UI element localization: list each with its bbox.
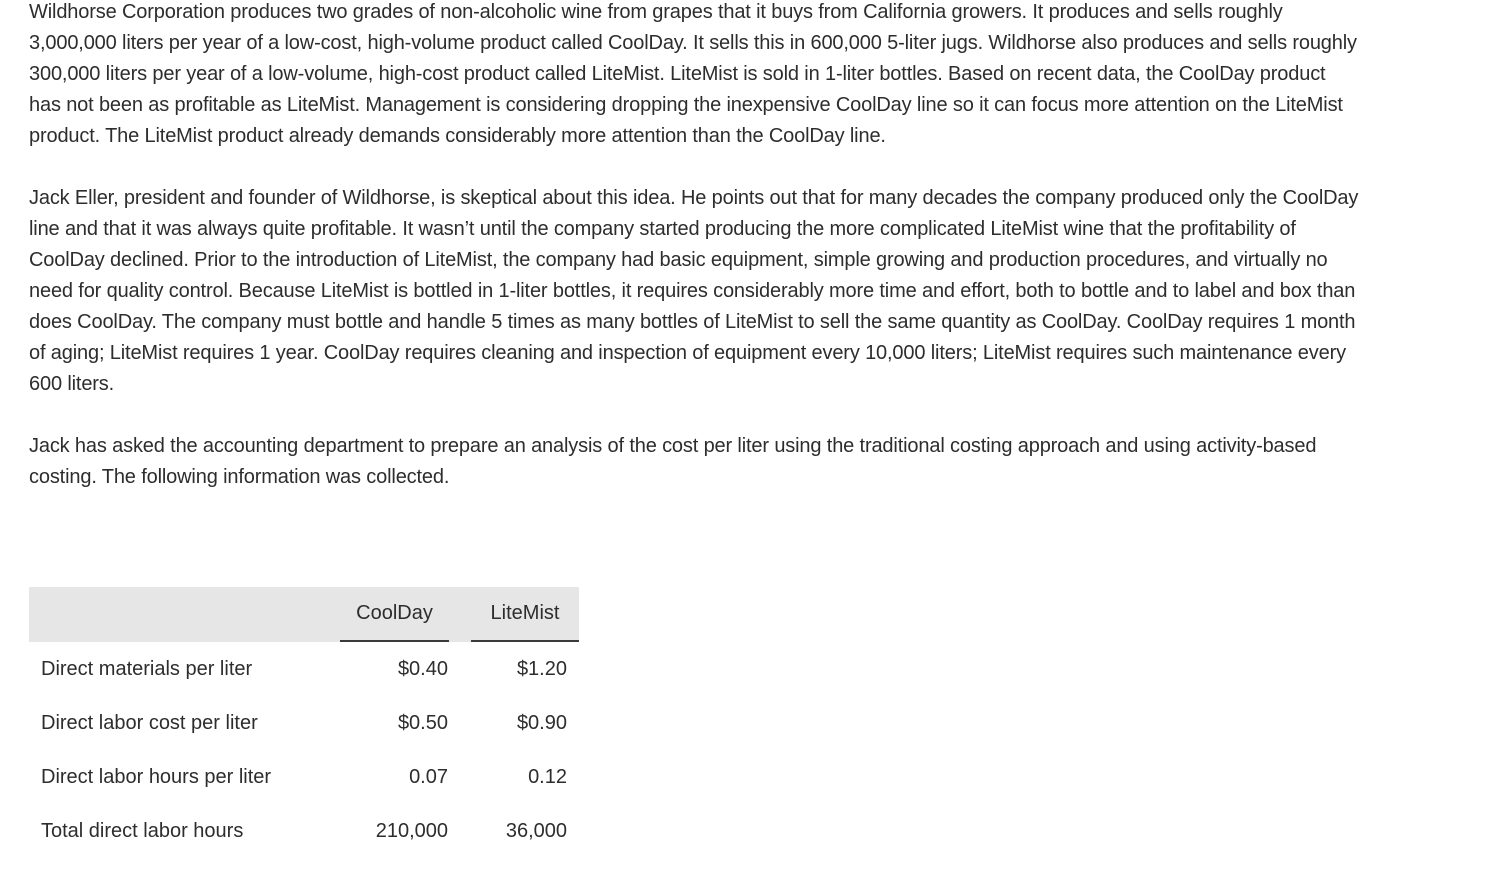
cost-data-table <box>29 587 579 858</box>
litemist-value: 0.12 <box>528 765 567 788</box>
request-paragraph: Jack has asked the accounting department to prepare an analysis of the cost per liter using the traditional costing approach and using activity-based costing. The following information was collected. <box>29 435 1317 488</box>
header-blank-cell <box>29 587 329 642</box>
header-litemist-label: LiteMist <box>471 587 579 642</box>
header-coolday-label: CoolDay <box>340 587 449 642</box>
litemist-value: $1.20 <box>516 658 567 680</box>
table-row <box>29 804 579 858</box>
table-row <box>29 642 579 696</box>
row-label: Direct labor cost per liter <box>41 711 258 734</box>
table-row <box>29 750 579 804</box>
row-label: Total direct labor hours <box>41 819 244 842</box>
table-row <box>29 696 579 750</box>
intro-paragraph: Wildhorse Corporation produces two grades of non-alcoholic wine from grapes that it buys from California growers. It produces and sells roughly 3,000,000 liters per year of a low-cost, high-volume product called CoolDay. It sells this in 600,000 5-liter jugs. Wildhorse also produces and sells roughly 300,000 liters per year of a low-volume, high-cost product called LiteMist. LiteMist is sold in 1-liter bottles. Based on recent data, the CoolDay product has not been as profitable as LiteMist. Management is considering dropping the inexpensive CoolDay line so it can focus more attention on the LiteMist product. The LiteMist product already demands considerably more attention than the CoolDay line. <box>29 1 1357 147</box>
coolday-value: $0.40 <box>397 658 448 680</box>
row-label: Direct labor hours per liter <box>41 765 272 788</box>
coolday-value: 0.07 <box>409 765 448 788</box>
coolday-value: 210,000 <box>375 819 448 842</box>
table-header-row <box>29 587 579 642</box>
coolday-value: $0.50 <box>397 711 448 734</box>
row-label: Direct materials per liter <box>41 658 253 680</box>
litemist-value: $0.90 <box>516 711 567 734</box>
president-paragraph: Jack Eller, president and founder of Wildhorse, is skeptical about this idea. He points out that for many decades the company produced only the CoolDay line and that it was always quite profitable. It wasn’t until the company started producing the more complicated LiteMist wine that the profitability of CoolDay declined. Prior to the introduction of LiteMist, the company had basic equipment, simple growing and production procedures, and virtually no need for quality control. Because LiteMist is bottled in 1-liter bottles, it requires considerably more time and effort, both to bottle and to label and box than does CoolDay. The company must bottle and handle 5 times as many bottles of LiteMist to sell the same quantity as CoolDay. CoolDay requires 1 month of aging; LiteMist requires 1 year. CoolDay requires cleaning and inspection of equipment every 10,000 liters; LiteMist requires such maintenance every 600 liters. <box>29 187 1359 395</box>
litemist-value: 36,000 <box>505 819 567 842</box>
header-litemist <box>460 587 579 642</box>
problem-text <box>29 0 1359 493</box>
header-coolday <box>329 587 460 642</box>
